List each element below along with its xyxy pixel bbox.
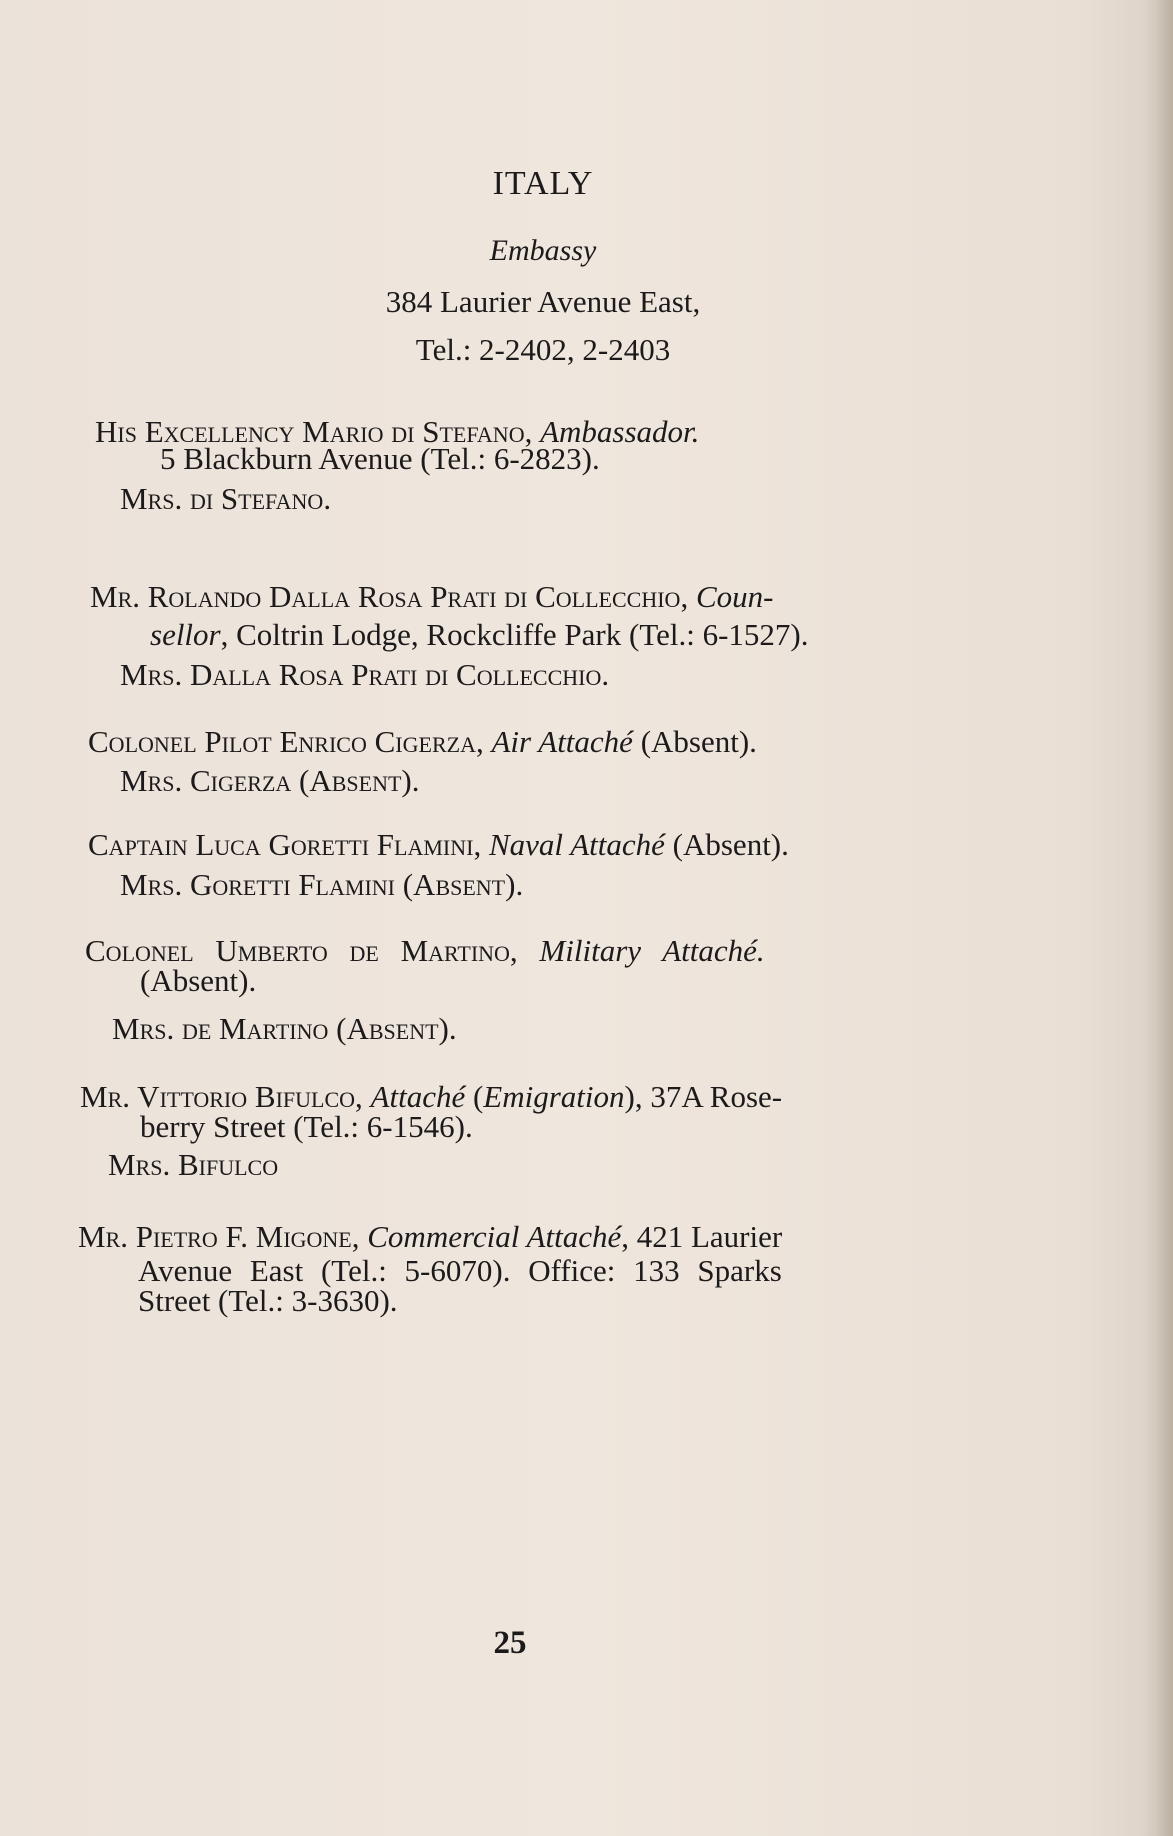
country-heading: ITALY: [492, 165, 594, 202]
entry-spouse-text: Mrs. Bifulco: [108, 1147, 279, 1182]
entry-address-text: , Coltrin Lodge, Rockcliffe Park (Tel.: 6-1527).: [220, 617, 809, 652]
entry-spouse: Mrs. Dalla Rosa Prati di Collecchio.: [120, 657, 610, 692]
page-edge-shadow: [1143, 0, 1173, 1836]
entry-role: Commercial Attaché: [367, 1219, 622, 1254]
entry-role: Military Attaché.: [539, 933, 765, 968]
entry-address-start: , 421 Laurier: [621, 1219, 783, 1254]
entry-address: berry Street (Tel.: 6-1546).: [140, 1109, 473, 1144]
page-number: 25: [493, 1625, 527, 1661]
entry-address: 5 Blackburn Avenue (Tel.: 6-2823).: [160, 441, 600, 476]
entry-spouse: [120, 762, 420, 800]
entry-name: Mr. Pietro F. Migone,: [78, 1219, 368, 1254]
entry-spouse: [120, 866, 523, 904]
entry-line: [78, 1218, 782, 1256]
entry-name: Captain Luca Goretti Flamini,: [88, 827, 489, 862]
entry-role: Attaché: [370, 1079, 466, 1114]
entry-name: Mr. Vittorio Bifulco,: [80, 1079, 371, 1114]
entry-role-detail: Emigration: [483, 1079, 625, 1114]
entry-line: [90, 578, 773, 616]
entry-spouse: Mrs. di Stefano.: [120, 481, 332, 516]
entry-line: [88, 826, 789, 864]
entry-name: Colonel Umberto de Martino,: [85, 933, 540, 968]
entry-address-start: ), 37A Rose-: [624, 1079, 783, 1114]
entry-name: Colonel Pilot Enrico Cigerza,: [88, 724, 492, 759]
embassy-telephone: Tel.: 2-2402, 2-2403: [415, 332, 671, 367]
entry-spouse-text: Mrs. de Martino (Absent).: [112, 1011, 457, 1046]
entry-address: [150, 616, 808, 654]
entry-role: Ambassador.: [540, 414, 700, 449]
entry-address: Avenue East (Tel.: 5-6070). Office: 133 Sparks: [138, 1253, 782, 1288]
entry-spouse: [108, 1146, 278, 1184]
entry-role: Naval Attaché: [488, 827, 665, 862]
entry-name: Mr. Rolando Dalla Rosa Prati di Collecchio,: [90, 579, 696, 614]
entry-address-end: Street (Tel.: 3-3630).: [138, 1283, 398, 1318]
entry-spouse: [112, 1010, 457, 1048]
entry-line: [88, 723, 757, 761]
section-heading: Embassy: [489, 234, 597, 267]
entry-role: sellor: [150, 617, 221, 652]
entry-punct: (: [465, 1079, 484, 1114]
entry-status: (Absent).: [664, 827, 789, 862]
entry-role: Air Attaché: [491, 724, 633, 759]
entry-spouse-text: Mrs. Cigerza (Absent).: [120, 763, 420, 798]
embassy-address: 384 Laurier Avenue East,: [385, 284, 701, 319]
entry-spouse-text: Mrs. Goretti Flamini (Absent).: [120, 867, 524, 902]
entry-role: Coun-: [695, 579, 774, 614]
entry-status: (Absent).: [140, 963, 257, 998]
entry-name: His Excellency Mario di Stefano,: [95, 414, 541, 449]
entry-status: (Absent).: [632, 724, 757, 759]
